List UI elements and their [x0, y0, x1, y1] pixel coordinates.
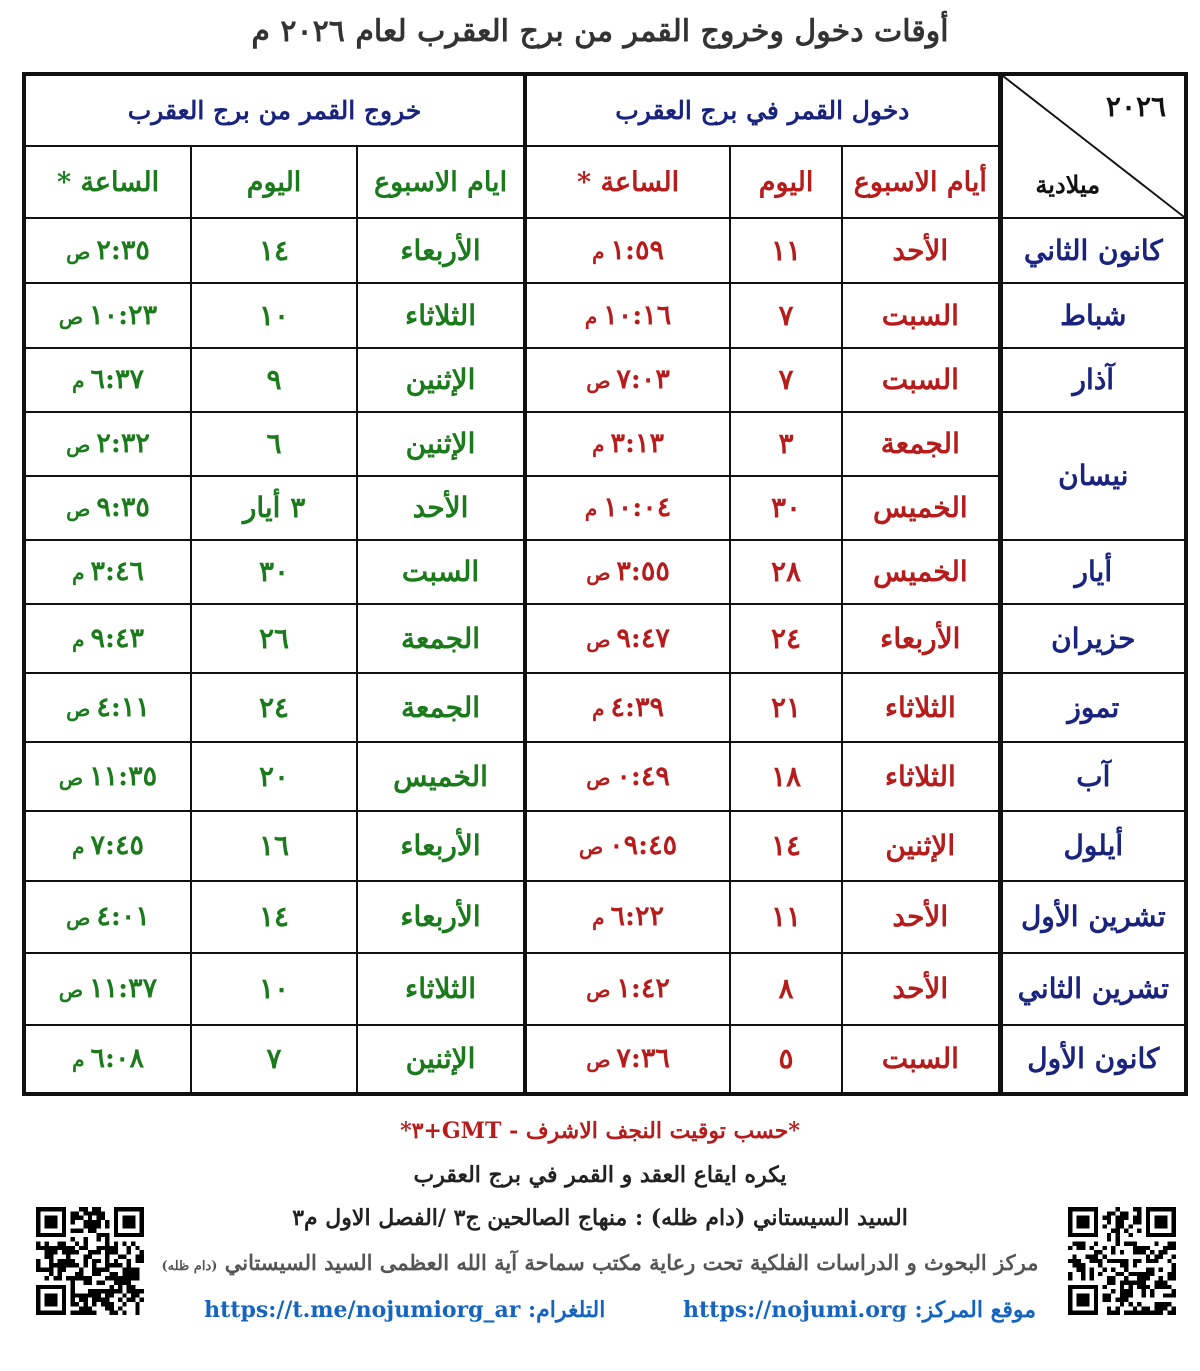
exit-weekday-cell: السبت	[357, 540, 525, 604]
entry-time-cell	[525, 673, 730, 742]
entry-time-cell	[525, 604, 730, 673]
time-period: ص	[586, 1048, 611, 1073]
time-value: ٣:١٣	[610, 428, 664, 460]
time-period: ص	[58, 766, 84, 791]
entry-time-cell	[525, 953, 730, 1025]
footer-source: السيد السيستاني (دام ظله) : منهاج الصالحين ج٣ /الفصل الاول م٣	[292, 1205, 908, 1231]
table-row	[24, 673, 1186, 742]
time-period: ص	[586, 628, 611, 653]
footer-center	[0, 1250, 1200, 1275]
table-row	[24, 412, 1186, 476]
footer-center-text: مركز البحوث و الدراسات الفلكية تحت رعاية مكتب سماحة آية الله العظمى السيد السيستاني	[224, 1250, 1039, 1275]
time-period: ص	[66, 906, 91, 931]
time-value: ١١:٣٥	[89, 761, 158, 793]
time-value: ٢:٣٥	[96, 235, 150, 267]
exit-weekday-cell: الثلاثاء	[357, 283, 525, 347]
month-cell: تموز	[1000, 673, 1186, 742]
page-title: أوقات دخول وخروج القمر من برج العقرب لعام ٢٠٢٦ م	[251, 14, 949, 49]
time-value: ٧:٤٥	[90, 830, 144, 862]
entry-weekday-cell: الثلاثاء	[842, 673, 1000, 742]
entry-weekday-cell: السبت	[842, 283, 1000, 347]
exit-time-cell	[24, 953, 191, 1025]
time-period: ص	[586, 561, 611, 586]
entry-weekday-cell: الخميس	[842, 540, 1000, 604]
time-value: ٧:٣٦	[616, 1043, 670, 1075]
time-value: ٤:٠١	[96, 901, 150, 933]
time-value: ٣:٥٥	[616, 556, 670, 588]
time-value: ٠:٤٩	[616, 761, 670, 793]
time-value: ١٠:١٦	[603, 299, 672, 331]
exit-day-cell: ١٠	[191, 283, 357, 347]
entry-weekday-cell: الأحد	[842, 953, 1000, 1025]
time-value: ٣:٤٦	[90, 556, 144, 588]
entry-day-cell: ٢٨	[730, 540, 842, 604]
entry-day-cell: ٣٠	[730, 476, 842, 540]
exit-day-cell: ١٦	[191, 811, 357, 880]
entry-time-cell	[525, 742, 730, 811]
entry-time-cell	[525, 283, 730, 347]
table-row	[24, 1025, 1186, 1094]
time-period: م	[72, 628, 85, 653]
time-period: ص	[66, 433, 91, 458]
exit-hour-header: الساعة *	[24, 146, 191, 218]
entry-day-cell: ٢٤	[730, 604, 842, 673]
entry-day-cell: ١١	[730, 881, 842, 953]
entry-day-cell: ١١	[730, 218, 842, 283]
entry-day-cell: ١٤	[730, 811, 842, 880]
telegram-link[interactable]: https://t.me/nojumiorg_ar	[204, 1297, 521, 1323]
entry-time-cell	[525, 1025, 730, 1094]
time-period: ص	[578, 835, 604, 860]
month-cell: كانون الأول	[1000, 1025, 1186, 1094]
entry-weekday-cell: السبت	[842, 348, 1000, 412]
time-period: ص	[58, 978, 84, 1003]
time-period: م	[72, 369, 85, 394]
time-period: ص	[66, 240, 91, 265]
exit-time-cell	[24, 348, 191, 412]
table-row	[24, 604, 1186, 673]
entry-weekday-cell: الأحد	[842, 218, 1000, 283]
exit-group-header: خروج القمر من برج العقرب	[24, 74, 525, 146]
time-period: م	[592, 697, 605, 722]
time-value: ٦:٢٢	[610, 901, 664, 933]
entry-day-cell: ٧	[730, 283, 842, 347]
time-value: ٠٩:٤٥	[609, 830, 678, 862]
table-row	[24, 811, 1186, 880]
exit-weekday-cell: الأربعاء	[357, 218, 525, 283]
entry-time-cell	[525, 218, 730, 283]
time-value: ١٠:٢٣	[89, 299, 158, 331]
time-value: ٦:٣٧	[90, 364, 144, 396]
time-period: ص	[586, 978, 611, 1003]
exit-time-cell	[24, 881, 191, 953]
entry-time-cell	[525, 540, 730, 604]
time-period: م	[72, 561, 85, 586]
entry-day-cell: ٥	[730, 1025, 842, 1094]
exit-time-cell	[24, 412, 191, 476]
footer-ruling: يكره ايقاع العقد و القمر في برج العقرب	[413, 1162, 787, 1188]
exit-weekday-cell: الجمعة	[357, 604, 525, 673]
time-value: ٧:٠٣	[616, 364, 670, 396]
site-link[interactable]: https://nojumi.org	[683, 1297, 907, 1323]
exit-weekday-cell: الإثنين	[357, 1025, 525, 1094]
exit-weekday-cell: الجمعة	[357, 673, 525, 742]
telegram-link-group	[204, 1297, 605, 1323]
entry-time-cell	[525, 412, 730, 476]
entry-day-cell: ٣	[730, 412, 842, 476]
entry-weekday-cell: الثلاثاء	[842, 742, 1000, 811]
time-period: م	[584, 304, 598, 329]
footer-links	[180, 1297, 1040, 1323]
entry-day-cell: ٨	[730, 953, 842, 1025]
exit-day-cell: ٢٦	[191, 604, 357, 673]
entry-weekday-cell: الأحد	[842, 881, 1000, 953]
entry-weekday-header: أيام الاسبوع	[842, 146, 1000, 218]
exit-day-cell: ٦	[191, 412, 357, 476]
entry-weekday-cell: السبت	[842, 1025, 1000, 1094]
entry-day-header: اليوم	[730, 146, 842, 218]
site-label: موقع المركز:	[914, 1297, 1036, 1323]
exit-day-cell: ١٠	[191, 953, 357, 1025]
time-period: م	[584, 497, 598, 522]
table-row	[24, 348, 1186, 412]
exit-time-cell	[24, 811, 191, 880]
timezone-note: *حسب توقيت النجف الاشرف - GMT+٣*	[400, 1118, 800, 1144]
exit-day-cell: ٢٤	[191, 673, 357, 742]
exit-time-cell	[24, 476, 191, 540]
exit-day-cell: ٢٠	[191, 742, 357, 811]
exit-weekday-cell: الثلاثاء	[357, 953, 525, 1025]
entry-weekday-cell: الإثنين	[842, 811, 1000, 880]
month-cell: حزيران	[1000, 604, 1186, 673]
time-period: ص	[66, 697, 91, 722]
entry-time-cell	[525, 811, 730, 880]
month-cell: شباط	[1000, 283, 1186, 347]
time-value: ٤:٣٩	[610, 692, 664, 724]
entry-time-cell	[525, 476, 730, 540]
time-value: ٢:٣٢	[96, 428, 150, 460]
month-cell: تشرين الثاني	[1000, 953, 1186, 1025]
exit-time-cell	[24, 540, 191, 604]
telegram-label: التلغرام:	[528, 1297, 606, 1323]
exit-weekday-cell: الأربعاء	[357, 811, 525, 880]
footer-center-honorific: (دام ظله)	[161, 1259, 218, 1274]
table-row	[24, 953, 1186, 1025]
time-period: م	[592, 433, 605, 458]
month-cell: نيسان	[1000, 412, 1186, 540]
website-qr-code[interactable]	[1068, 1207, 1176, 1315]
entry-weekday-cell: الأربعاء	[842, 604, 1000, 673]
exit-time-cell	[24, 283, 191, 347]
time-value: ١١:٣٧	[89, 973, 158, 1005]
entry-weekday-cell: الجمعة	[842, 412, 1000, 476]
month-cell: آب	[1000, 742, 1186, 811]
exit-day-cell: ٣٠	[191, 540, 357, 604]
exit-day-cell: ٧	[191, 1025, 357, 1094]
site-link-group	[683, 1297, 1036, 1323]
time-period: م	[72, 1048, 85, 1073]
gregorian-label: ميلادية	[1035, 170, 1101, 200]
time-period: ص	[586, 766, 611, 791]
time-value: ١:٥٩	[610, 235, 664, 267]
exit-time-cell	[24, 1025, 191, 1094]
entry-hour-header: الساعة *	[525, 146, 730, 218]
moon-scorpio-table	[22, 72, 1188, 1096]
time-value: ٤:١١	[96, 692, 150, 724]
time-value: ١٠:٠٤	[603, 492, 672, 524]
exit-day-cell: ١٤	[191, 881, 357, 953]
year-corner-cell	[1000, 74, 1186, 218]
time-value: ١:٤٢	[616, 973, 670, 1005]
time-period: م	[592, 240, 605, 265]
exit-day-header: اليوم	[191, 146, 357, 218]
exit-time-cell	[24, 673, 191, 742]
exit-weekday-header: ايام الاسبوع	[357, 146, 525, 218]
table-body	[24, 218, 1186, 1094]
telegram-qr-code[interactable]	[36, 1207, 144, 1315]
month-cell: أيلول	[1000, 811, 1186, 880]
exit-day-cell: ١٤	[191, 218, 357, 283]
entry-weekday-cell: الخميس	[842, 476, 1000, 540]
time-period: م	[72, 835, 85, 860]
time-value: ٩:٤٧	[616, 623, 670, 655]
table-row	[24, 742, 1186, 811]
time-period: م	[592, 906, 605, 931]
time-value: ٩:٣٥	[96, 492, 150, 524]
entry-time-cell	[525, 348, 730, 412]
entry-group-header: دخول القمر في برج العقرب	[525, 74, 1000, 146]
month-cell: كانون الثاني	[1000, 218, 1186, 283]
exit-time-cell	[24, 218, 191, 283]
time-period: ص	[586, 369, 611, 394]
entry-day-cell: ١٨	[730, 742, 842, 811]
table-row	[24, 218, 1186, 283]
exit-weekday-cell: الإثنين	[357, 348, 525, 412]
exit-time-cell	[24, 742, 191, 811]
time-value: ٩:٤٣	[90, 623, 144, 655]
entry-day-cell: ٢١	[730, 673, 842, 742]
entry-time-cell	[525, 881, 730, 953]
exit-weekday-cell: الأحد	[357, 476, 525, 540]
exit-day-cell: ٣ أيار	[191, 476, 357, 540]
month-cell: أيار	[1000, 540, 1186, 604]
exit-weekday-cell: الخميس	[357, 742, 525, 811]
exit-time-cell	[24, 604, 191, 673]
table-row	[24, 540, 1186, 604]
time-period: ص	[66, 497, 91, 522]
table-row	[24, 283, 1186, 347]
exit-weekday-cell: الإثنين	[357, 412, 525, 476]
exit-weekday-cell: الأربعاء	[357, 881, 525, 953]
month-cell: آذار	[1000, 348, 1186, 412]
time-period: ص	[58, 304, 84, 329]
month-cell: تشرين الأول	[1000, 881, 1186, 953]
table-row	[24, 881, 1186, 953]
time-value: ٦:٠٨	[90, 1043, 144, 1075]
exit-day-cell: ٩	[191, 348, 357, 412]
entry-day-cell: ٧	[730, 348, 842, 412]
year-label: ٢٠٢٦	[1105, 90, 1167, 123]
